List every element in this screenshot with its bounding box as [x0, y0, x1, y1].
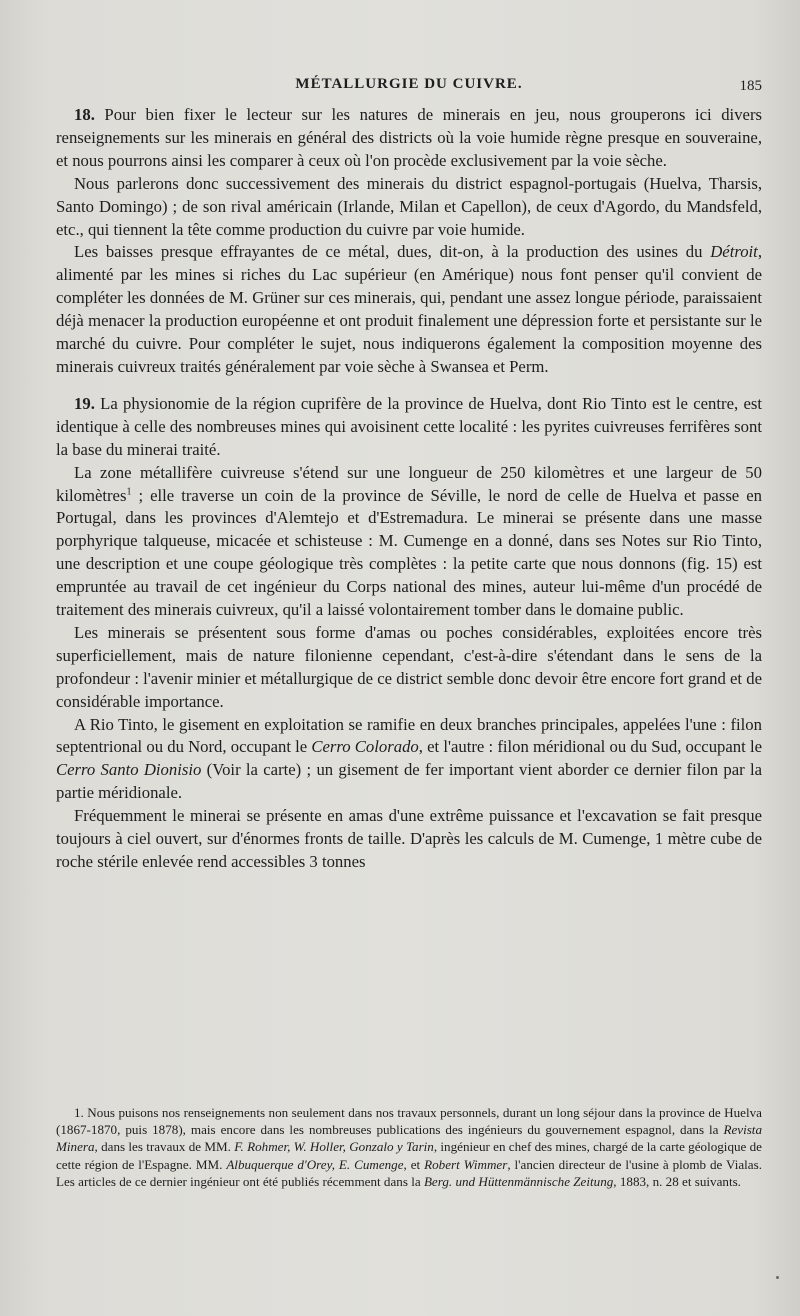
italic-text: Revista Minera [56, 1122, 762, 1155]
paragraph-text: , et l'autre : filon méridional ou du Sud, occupant le [418, 737, 762, 757]
italic-text: Berg. und Hüttenmännische Zeitung [423, 1173, 614, 1189]
running-title: MÉTALLURGIE DU CUIVRE. [295, 76, 523, 92]
paragraph-text: Fréquemment le minerai se présente en amas d'une extrême puissance et l'excavation se fait presque toujours à ciel ouvert, sur d'énormes fronts de taille. D'après les calculs de M. Cumenge, 1 mètre cube de roche stérile enlevée rend accessibles 3 tonnes [56, 806, 762, 871]
footnotes [56, 1104, 762, 1190]
paragraph [56, 622, 762, 714]
paragraph-text: Les minerais se présentent sous forme d'amas ou poches considérables, exploitées encore très superficiellement, mais de nature filonienne cependant, c'est-à-dire s'étendant dans le sens de la profondeur : l'avenir minier et métallurgique de ce district semble donc devoir être encore fort grand et de considérable importance. [56, 622, 762, 711]
paragraph-text: La physionomie de la région cuprifère de la province de Huelva, dont Rio Tinto est le centre, est identique à celle des nombreuses mines qui avoisinent cette localité : les pyrites cuivreuses ferrifères sont la base du minerai traité. [56, 393, 762, 459]
footnote-text: Nous puisons nos renseignements non seulement dans nos travaux personnels, durant un long séjour dans la province de Huelva (1867-1870, puis 1878), mais encore dans les nombreuses publications des ingénieurs du gouvernement espagnol, dans la [56, 1105, 762, 1138]
paper-speck [776, 1276, 779, 1279]
italic-text: Cerro Santo Dionisio [56, 760, 202, 780]
italic-text: Robert Wimmer [424, 1156, 508, 1172]
paragraph-text: (Voir la carte) ; un gisement de fer important vient aborder ce dernier filon par la partie méridionale. [56, 760, 763, 803]
section-number: 19. [74, 393, 95, 413]
footnote-reference: 1 [126, 485, 132, 497]
paragraph-text: ; elle traverse un coin de la province de Séville, le nord de celle de Huelva et passe en Portugal, dans les provinces d'Alemtejo et d'Estremadura. Le minerai se présente dans une masse porphyrique talqueuse, micacée et schisteuse : M. Cumenge en a donné, dans ses Notes sur Rio Tinto, une description et une coupe géologique très complètes : la petite carte que nous donnons (fig. 15) est empruntée au travail de cet ingénieur du Corps national des mines, auteur lui-même d'un procédé de traitement des minerais cuivreux, qu'il a laissé volontairement tomber dans le domaine public. [56, 485, 762, 620]
paragraph [56, 241, 762, 378]
page-number: 185 [739, 78, 762, 94]
paragraph-text: A Rio Tinto, le gisement en exploitation se ramifie en deux branches principales, appelées l'une : filon septentrional ou du Nord, occupant le [56, 714, 762, 757]
paragraph-text: Pour bien fixer le lecteur sur les natures de minerais en jeu, nous grouperons ici divers renseignements sur les minerais en général des districts où la voie humide règne presque en souveraine, et nous pourrons ainsi les comparer à ceux où l'on procède exclusivement par la voie sèche. [56, 105, 762, 170]
italic-text: Albuquerque d'Orey, E. Cumenge [226, 1156, 404, 1172]
paragraph-text: La zone métallifère cuivreuse s'étend sur une longueur de 250 kilomètres et une largeur de 50 kilomètres [56, 462, 762, 505]
paragraph [56, 173, 762, 242]
footnote-text: , l'ancien directeur de l'usine à plomb de Vialas. Les articles de ce dernier ingénieur ont été publiés récemment dans la [56, 1156, 762, 1189]
page-header [56, 76, 762, 100]
italic-text: Détroit [710, 242, 758, 262]
paragraph-18 [56, 104, 762, 173]
footnote-text: , 1883, n. 28 et suivants. [613, 1173, 741, 1189]
paragraph-19 [56, 393, 762, 462]
italic-text: F. Rohmer, W. Holler, Gonzalo y Tarin [234, 1139, 434, 1155]
italic-text: Cerro Colorado [311, 737, 419, 757]
paragraph [56, 714, 762, 806]
footnote-text: , et [403, 1156, 425, 1172]
paragraph-text: Nous parlerons donc successivement des minerais du district espagnol-portugais (Huelva, Tharsis, Santo Domingo) ; de son rival américain (Irlande, Milan et Capellon), de ceux d'Agordo, du Mandsfeld, etc., qui tiennent la tête comme production du cuivre par voie humide. [56, 173, 762, 239]
paragraph [56, 462, 762, 622]
paragraph-text: , alimenté par les mines si riches du Lac supérieur (en Amérique) nous font penser qu'il convient de compléter les données de M. Grüner sur ces minerais, qui, pendant une assez longue période, paraissaient déjà menacer la production européenne et ont produit finalement une dépression forte et persistante sur le marché du cuivre. Pour compléter le sujet, nous indiquerons également la composition moyenne des minerais cuivreux traités généralement par voie sèche à Swansea et Perm. [56, 242, 762, 376]
footnote [56, 1104, 762, 1190]
footnote-text: , dans les travaux de MM. [94, 1139, 235, 1155]
body-text [56, 104, 762, 874]
paragraph [56, 805, 762, 874]
footnote-text: , ingénieur en chef des mines, chargé de la carte géologique de cette région de l'Espagne. MM. [56, 1139, 762, 1172]
footnote-marker: 1. [74, 1105, 84, 1120]
paragraph-text: Les baisses presque effrayantes de ce métal, dues, dit-on, à la production des usines du [74, 242, 711, 262]
section-number: 18. [74, 105, 95, 124]
